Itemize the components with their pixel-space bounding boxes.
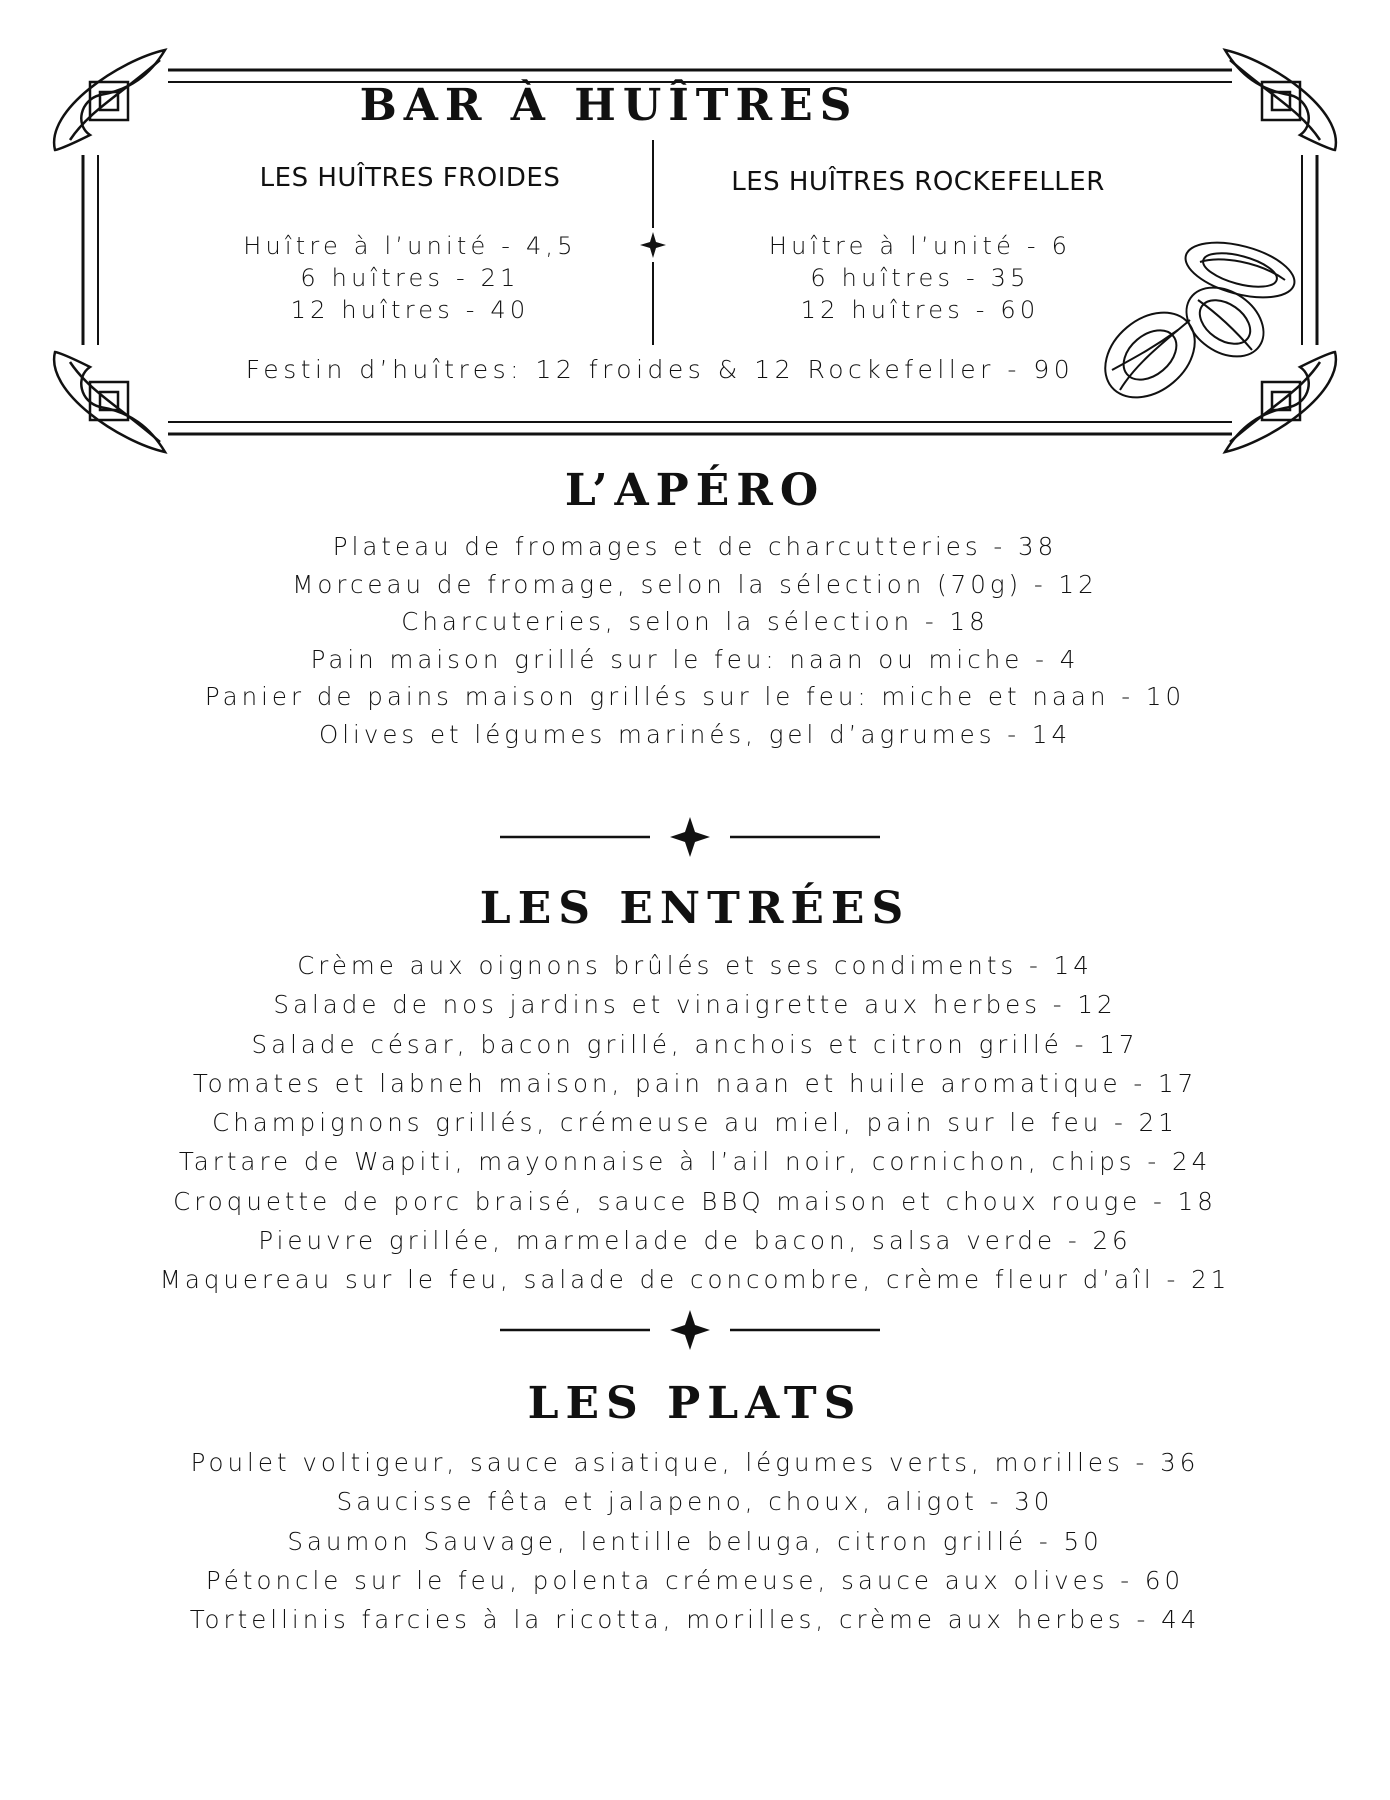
list-item: Tomates et labneh maison, pain naan et huile aromatique - 17	[192, 1068, 1198, 1098]
section-divider	[490, 1305, 890, 1355]
froides-title: LES HUÎTRES FROIDES	[259, 163, 561, 193]
list-item: 12 huîtres - 40	[290, 296, 530, 324]
list-item: Croquette de porc braisé, sauce BBQ maison et choux rouge - 18	[173, 1186, 1217, 1216]
list-item: 6 huîtres - 21	[300, 264, 520, 292]
entrees-title: LES ENTRÉES	[479, 883, 911, 934]
oyster-bar-title: BAR À HUÎTRES	[359, 80, 859, 131]
plats-title: LES PLATS	[527, 1378, 863, 1429]
list-item: Huître à l’unité - 6	[768, 232, 1072, 260]
list-item: Crème aux oignons brûlés et ses condiments - 14	[297, 951, 1093, 980]
list-item: Plateau de fromages et de charcutteries - 38	[332, 532, 1058, 561]
corner-ornament-bottom-right	[1225, 352, 1336, 452]
entrees-list	[0, 946, 1390, 1300]
corner-ornament-bottom-left	[54, 352, 165, 452]
list-item: Saucisse fêta et jalapeno, choux, aligot - 30	[336, 1487, 1054, 1517]
list-item: Morceau de fromage, selon la sélection (70g) - 12	[292, 569, 1098, 599]
rockefeller-title: LES HUÎTRES ROCKEFELLER	[731, 167, 1105, 197]
list-item: Pain maison grillé sur le feu: naan ou miche - 4	[310, 644, 1080, 674]
list-item: Tortellinis farcies à la ricotta, morilles, crème aux herbes - 44	[189, 1605, 1201, 1635]
star-icon	[670, 817, 710, 857]
list-item: Olives et légumes marinés, gel d’agrumes - 14	[318, 719, 1072, 749]
star-icon	[640, 232, 666, 258]
apero-title: L’APÉRO	[564, 465, 826, 516]
list-item: Salade de nos jardins et vinaigrette aux herbes - 12	[273, 990, 1117, 1020]
list-item: Poulet voltigeur, sauce asiatique, légumes verts, morilles - 36	[190, 1448, 1200, 1477]
list-item: Salade césar, bacon grillé, anchois et citron grillé - 17	[251, 1029, 1139, 1059]
froides-list	[200, 230, 620, 326]
list-item: Champignons grillés, crémeuse au miel, pain sur le feu - 21	[212, 1108, 1178, 1138]
list-item: Pétoncle sur le feu, polenta crémeuse, sauce aux olives - 60	[205, 1565, 1185, 1595]
list-item: Tartare de Wapiti, mayonnaise à l’ail noir, cornichon, chips - 24	[178, 1147, 1212, 1177]
apero-list	[0, 528, 1390, 753]
list-item: Huître à l’unité - 4,5	[243, 232, 577, 260]
list-item: Panier de pains maison grillés sur le feu: miche et naan - 10	[204, 682, 1186, 711]
list-item: Pieuvre grillée, marmelade de bacon, salsa verde - 26	[258, 1226, 1132, 1256]
section-divider	[490, 812, 890, 862]
plats-list	[0, 1443, 1390, 1639]
list-item: 12 huîtres - 60	[800, 296, 1040, 324]
star-icon	[670, 1310, 710, 1350]
list-item: Saumon Sauvage, lentille beluga, citron grillé - 50	[287, 1526, 1103, 1556]
list-item: Maquereau sur le feu, salade de concombre, crème fleur d’aîl - 21	[159, 1265, 1231, 1295]
oyster-feast-offer: Festin d’huîtres: 12 froides & 12 Rockefeller - 90	[245, 355, 1075, 384]
list-item: 6 huîtres - 35	[810, 264, 1030, 292]
rockefeller-list	[700, 230, 1140, 326]
list-item: Charcuteries, selon la sélection - 18	[401, 607, 989, 636]
